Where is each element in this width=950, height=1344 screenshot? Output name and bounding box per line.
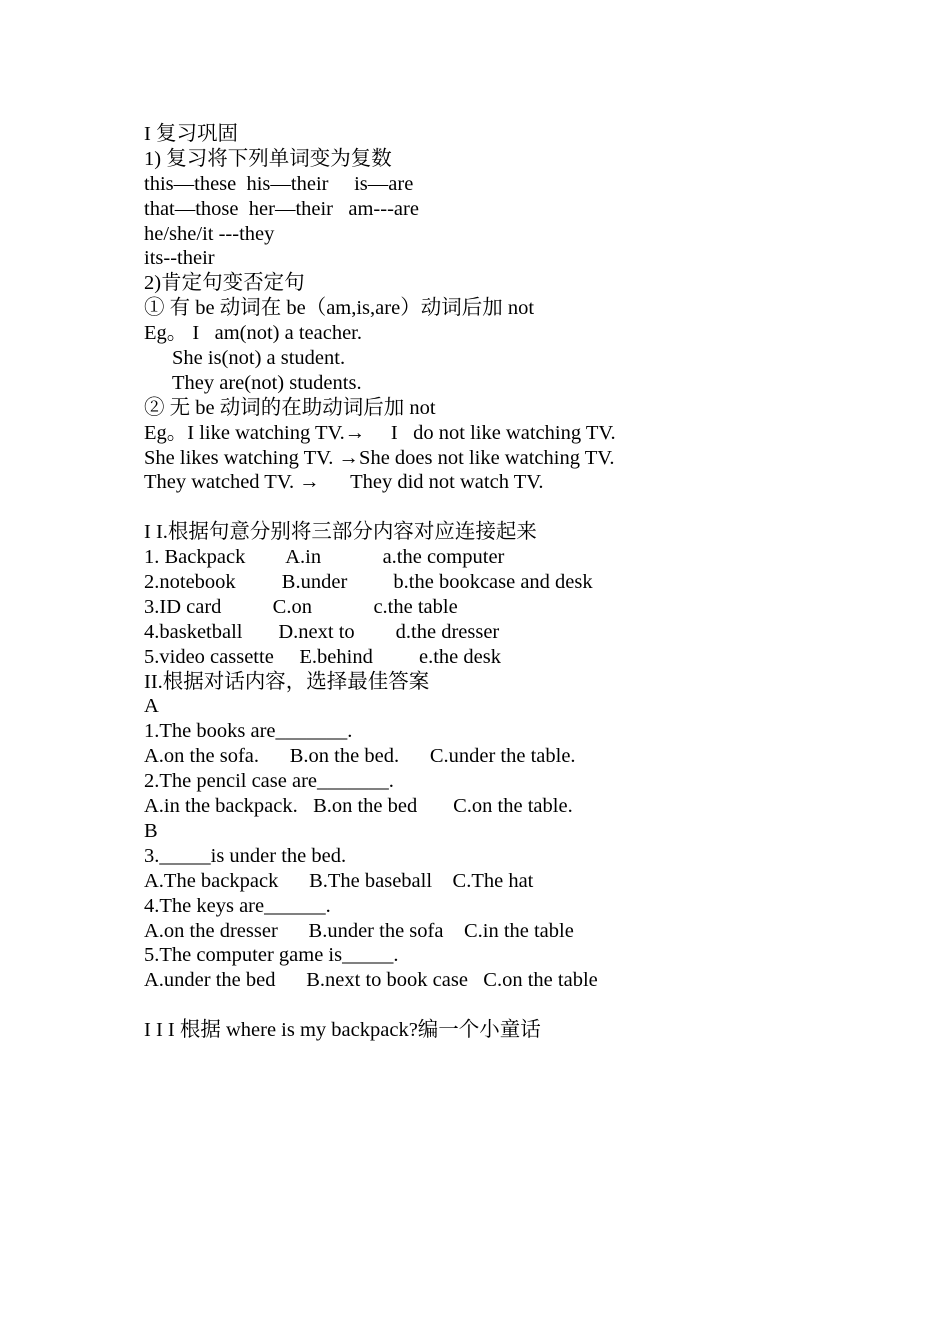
part-a-label: A <box>144 695 159 718</box>
example-line: They watched TV. → They did not watch TV. <box>144 471 544 494</box>
question-line: 2.The pencil case are_______. <box>144 770 394 793</box>
plural-line: its--their <box>144 247 215 270</box>
question-line: 4.The keys are______. <box>144 894 331 917</box>
spacer <box>144 495 904 520</box>
example-line: Eg。 I am(not) a teacher. <box>144 322 363 345</box>
options-line: A.under the bed B.next to book case C.on the table <box>144 969 598 992</box>
match-row: 2.notebook B.under b.the bookcase and desk <box>144 571 593 594</box>
plural-line: this—these his—their is—are <box>144 172 414 195</box>
question-line: 1.The books are_______. <box>144 720 353 743</box>
match-row: 5.video cassette E.behind e.the desk <box>144 645 501 668</box>
section-1-title: I 复习巩固 <box>144 123 238 145</box>
example-line: She is(not) a student. <box>172 347 346 370</box>
negation-heading: 2)肯定句变否定句 <box>144 272 305 295</box>
plural-heading: 1) 复习将下列单词变为复数 <box>144 147 392 170</box>
section-3-title: II.根据对话内容，选择最佳答案 <box>144 670 430 693</box>
question-line: 3._____is under the bed. <box>144 844 347 867</box>
example-line: They are(not) students. <box>172 371 362 394</box>
rule-be-verb: ① 有 be 动词在 be（am,is,are）动词后加 not <box>144 297 535 320</box>
spacer <box>144 993 904 1018</box>
options-line: A.on the sofa. B.on the bed. C.under the table. <box>144 745 576 768</box>
match-row: 4.basketball D.next to d.the dresser <box>144 620 500 643</box>
rule-aux-verb: ② 无 be 动词的在助动词后加 not <box>144 396 436 419</box>
match-row: 3.ID card C.on c.the table <box>144 595 458 618</box>
plural-line: that—those her—their am---are <box>144 197 419 220</box>
section-4-title: I I I 根据 where is my backpack?编一个小童话 <box>144 1019 541 1042</box>
section-2-title: I I.根据句意分别将三部分内容对应连接起来 <box>144 521 537 544</box>
question-line: 5.The computer game is_____. <box>144 944 399 967</box>
options-line: A.The backpack B.The baseball C.The hat <box>144 869 534 892</box>
options-line: A.on the dresser B.under the sofa C.in the table <box>144 919 574 942</box>
part-b-label: B <box>144 819 158 842</box>
worksheet-page <box>144 122 904 1043</box>
match-row: 1. Backpack A.in a.the computer <box>144 546 505 569</box>
plural-line: he/she/it ---they <box>144 222 275 245</box>
options-line: A.in the backpack. B.on the bed C.on the table. <box>144 795 573 818</box>
example-line: Eg。I like watching TV.→ I do not like watching TV. <box>144 421 616 444</box>
example-line: She likes watching TV. →She does not like watching TV. <box>144 446 615 469</box>
